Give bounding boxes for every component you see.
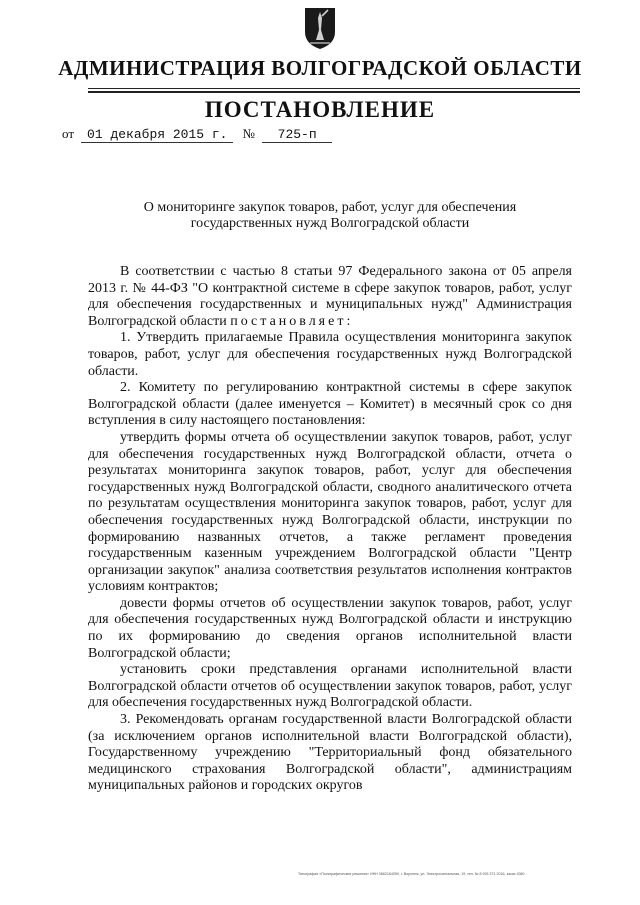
subject-line-2: государственных нужд Волгоградской области <box>190 215 470 231</box>
organization-name: АДМИНИСТРАЦИЯ ВОЛГОГРАДСКОЙ ОБЛАСТИ <box>58 56 582 80</box>
document-body <box>88 264 572 795</box>
paragraph-item-2: 2. Комитету по регулированию контрактной системы в сфере закупок Волгоградской области (далее именуется – Комитет) в месячный срок со дня вступления в силу настоящего постановления: <box>88 380 572 429</box>
paragraph-preamble <box>88 264 572 330</box>
date-prefix: от <box>62 126 75 141</box>
document-date: 01 декабря 2015 г. <box>81 127 233 143</box>
document-type: ПОСТАНОВЛЕНИЕ <box>204 97 436 122</box>
preamble-text: В соответствии с частью 8 статьи 97 Федерального закона от 05 апреля 2013 г. № 44-ФЗ "О контрактной системе в сфере закупок товаров, работ, услуг для обеспечения государственных и муниципальных нужд" Администрация Волгоградской области <box>88 264 572 329</box>
coat-of-arms-icon <box>303 6 337 50</box>
number-sign: № <box>242 126 255 141</box>
header-rule-thin <box>88 88 580 89</box>
paragraph-item-3: 3. Рекомендовать органам государственной власти Волгоградской области (за исключением органов исполнительной власти Волгоградской области), Государственному учреждению "Территориальный фонд обязательного медицинского страхования Волгоградской области", администрациям муниципальных районов и городских округов <box>88 712 572 794</box>
paragraph-item-2-c: установить сроки представления органами исполнительной власти Волгоградской области отчетов об осуществлении закупок товаров, работ, услуг для обеспечения государственных нужд Волгоградской области. <box>88 662 572 711</box>
document-number: 725-п <box>262 127 332 143</box>
document-subject <box>80 200 580 231</box>
dateline <box>62 126 332 143</box>
paragraph-item-2-b: довести формы отчетов об осуществлении закупок товаров, работ, услуг для обеспечения государственных нужд Волгоградской области и инструкцию по их формированию до сведения органов исполнительной власти Волгоградской области; <box>88 595 572 661</box>
subject-line-1: О мониторинге закупок товаров, работ, услуг для обеспечения <box>143 200 517 215</box>
paragraph-item-1: 1. Утвердить прилагаемые Правила осуществления мониторинга закупок товаров, работ, услуг для обеспечения государственных нужд Волгоградской области. <box>88 330 572 379</box>
header-rule-thick <box>88 91 580 93</box>
printer-note: Типография «Полиграфические решения» ИНН 3662164059, г. Воронеж, ул. Электросигнальная, 19, тел. № 8 926 371 2016, заказ 1080 <box>298 872 525 876</box>
paragraph-item-2-a: утвердить формы отчета об осуществлении закупок товаров, работ, услуг для обеспечения государственных нужд Волгоградской области, отчета о результатах мониторинга закупок товаров, работ, услуг для обеспечения государственных нужд Волгоградской области, сводного аналитического отчета по результатам осуществления мониторинга закупок товаров, работ, услуг для обеспечения государственных нужд Волгоградской области, инструкции по формированию названных отчетов, а также регламент проведения государственным казенным учреждением Волгоградской области "Центр организации закупок" анализа соответствия результатов исполнения контрактов условиям контрактов; <box>88 429 572 595</box>
resolution-word: постановляет: <box>230 313 354 329</box>
